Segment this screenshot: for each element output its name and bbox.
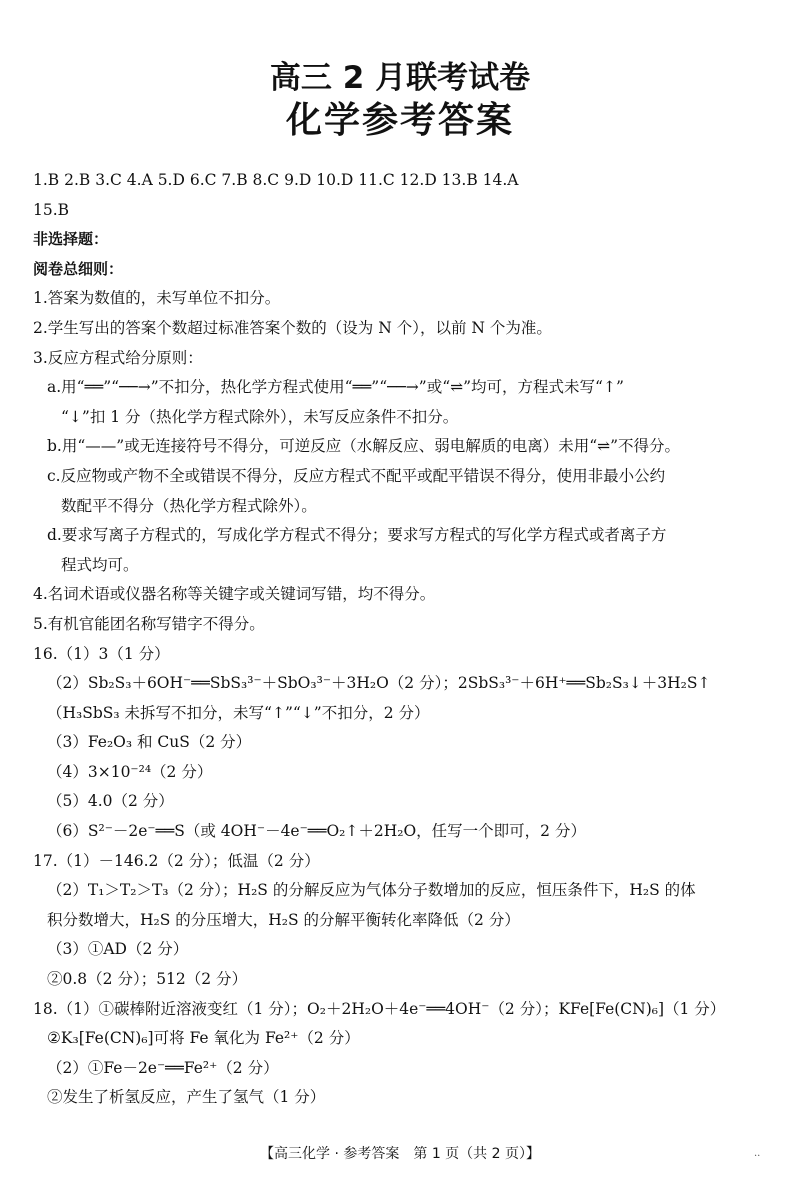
answer-line: “↓”扣 1 分（热化学方程式除外），未写反应条件不扣分。 [61, 407, 459, 426]
answer-line: b.用“——”或无连接符号不得分，可逆反应（水解反应、弱电解质的电离）未用“⇌”不得分。 [47, 437, 681, 456]
answer-line: 阅卷总细则： [33, 259, 124, 278]
answer-line: （2）①Fe－2e⁻══Fe²⁺（2 分） [47, 1058, 279, 1077]
answer-line: 2.学生写出的答案个数超过标准答案个数的（设为 N 个），以前 N 个为准。 [33, 318, 552, 337]
answer-line: 5.有机官能团名称写错字不得分。 [33, 614, 265, 633]
page-footer: 【高三化学 · 参考答案 第 1 页（共 2 页）】 [260, 1146, 540, 1162]
answer-line: 1.答案为数值的，未写单位不扣分。 [33, 289, 281, 308]
answer-line: （5）4.0（2 分） [47, 792, 174, 811]
page-title: 高三 2 月联考试卷 [269, 60, 531, 96]
answer-line: 16.（1）3（1 分） [33, 644, 170, 663]
answer-line: 18.（1）①碳棒附近溶液变红（1 分）；O₂＋2H₂O＋4e⁻══4OH⁻（2 分）；KFe[Fe(CN)₆]（1 分） [33, 999, 726, 1018]
answer-line: c.反应物或产物不全或错误不得分，反应方程式不配平或配平错误不得分，使用非最小公约 [47, 466, 666, 485]
answer-line: ②K₃[Fe(CN)₆]可将 Fe 氧化为 Fe²⁺（2 分） [47, 1029, 360, 1048]
answer-line: （H₃SbS₃ 未拆写不扣分，未写“↑”“↓”不扣分，2 分） [47, 703, 430, 722]
answer-line: 积分数增大，H₂S 的分压增大，H₂S 的分解平衡转化率降低（2 分） [47, 910, 520, 929]
answer-content [33, 166, 778, 1113]
answer-line: （2）T₁＞T₂＞T₃（2 分）；H₂S 的分解反应为气体分子数增加的反应，恒压条件下，H₂S 的体 [47, 881, 696, 900]
answer-line: （2）Sb₂S₃＋6OH⁻══SbS₃³⁻＋SbO₃³⁻＋3H₂O（2 分）；2SbS₃³⁻＋6H⁺══Sb₂S₃↓＋3H₂S↑ [47, 674, 711, 693]
answer-line: ②0.8（2 分）；512（2 分） [47, 970, 248, 989]
page-subtitle: 化学参考答案 [285, 100, 514, 141]
answer-line: 程式均可。 [61, 555, 139, 574]
answer-line: 17.（1）－146.2（2 分）；低温（2 分） [33, 851, 320, 870]
answer-line: （3）Fe₂O₃ 和 CuS（2 分） [47, 733, 252, 752]
corner-mark: .. [754, 1148, 761, 1159]
answer-line: 15.B [33, 200, 70, 219]
answer-line: ②发生了析氢反应，产生了氢气（1 分） [47, 1088, 326, 1107]
answer-line: （3）①AD（2 分） [47, 940, 189, 959]
answer-line: 3.反应方程式给分原则： [33, 348, 203, 367]
answer-line: （4）3×10⁻²⁴（2 分） [47, 762, 213, 781]
answer-line: 1.B 2.B 3.C 4.A 5.D 6.C 7.B 8.C 9.D 10.D 11.C 12.D 13.B 14.A [33, 171, 519, 189]
answer-line: d.要求写离子方程式的，写成化学方程式不得分；要求写方程式的写化学方程式或者离子方 [47, 526, 667, 545]
answer-line: a.用“══”“──→”不扣分，热化学方程式使用“══”“──→”或“⇌”均可，方程式未写“↑” [47, 378, 624, 397]
answer-line: 数配平不得分（热化学方程式除外）。 [61, 496, 317, 515]
answer-line: （6）S²⁻－2e⁻══S（或 4OH⁻－4e⁻══O₂↑＋2H₂O，任写一个即可，2 分） [47, 822, 586, 841]
answer-line: 4.名词术语或仪器名称等关键字或关键词写错，均不得分。 [33, 585, 436, 604]
answer-line: 非选择题： [33, 230, 109, 249]
